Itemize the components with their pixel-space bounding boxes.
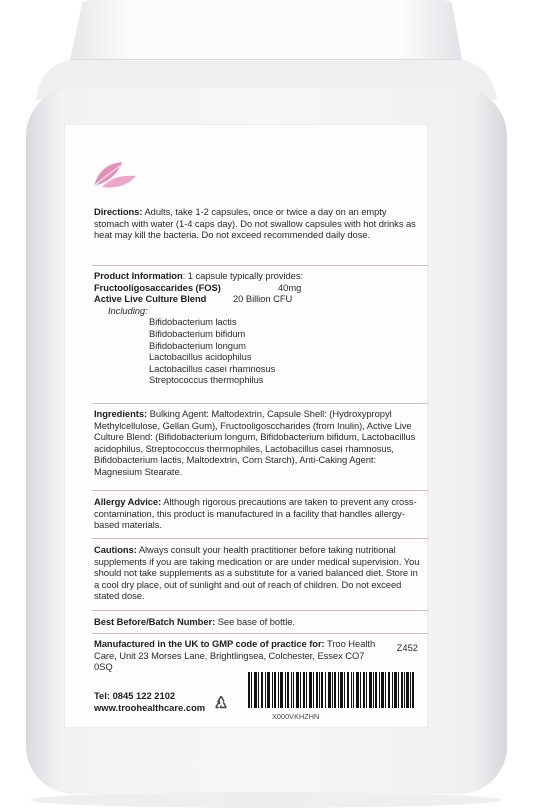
cautions-section	[94, 544, 422, 602]
best-before-text: See base of bottle.	[215, 616, 295, 627]
best-before-label: Best Before/Batch Number:	[94, 616, 216, 627]
directions-text: Adults, take 1-2 capsules, once or twice a day on an empty stomach with water (1-4 caps day). Do not swallow capsules with hot drinks as heat may kill the bacteria. Do not exceed recommended daily dose.	[94, 206, 416, 241]
product-info-intro: : 1 capsule typically provides:	[182, 270, 304, 281]
including-label: Including:	[108, 304, 148, 316]
barcode-number: X000VKHZHN	[272, 712, 320, 721]
contact-info	[94, 690, 205, 714]
best-before-section	[94, 616, 422, 628]
cautions-label: Cautions:	[94, 544, 137, 555]
strain-item: Bifidobacterium bifidum	[149, 327, 246, 339]
manufactured-text: Troo Health Care, Unit 23 Morses Lane, Brightlingsea, Colchester, Essex CO7 0SQ	[94, 638, 376, 673]
product-code: Z452	[396, 642, 418, 653]
culture-name: Active Live Culture Blend	[94, 293, 207, 305]
strain-item: Bifidobacterium lactis	[149, 316, 237, 328]
allergy-label: Allergy Advice:	[94, 496, 162, 507]
strain-item: Bifidobacterium longum	[149, 339, 246, 351]
directions-label: Directions:	[94, 206, 143, 217]
allergy-text: Although rigorous precautions are taken to prevent any cross-contamination, this product is manufactured in a facility that handles allergy-based materials.	[94, 496, 417, 531]
tel-label: Tel	[94, 690, 107, 701]
culture-value: 20 Billion CFU	[233, 293, 293, 305]
recycle-icon	[212, 694, 230, 712]
product-info-label: Product Information	[94, 270, 183, 281]
separator	[92, 610, 428, 611]
separator	[92, 633, 428, 634]
strain-item: Lactobacillus acidophilus	[149, 351, 252, 363]
strain-item: Lactobacillus casei rhamnosus	[149, 362, 276, 374]
separator	[92, 490, 428, 491]
fos-value: 40mg	[278, 281, 302, 293]
cautions-text: Always consult your health practitioner before taking nutritional supplements if you are taking medication or are under medical supervision. You should not take supplements as a substitute for a varied balanced diet. Store in a cool dry place, out of sunlight and out of reach of children. Do not exceed stated dose.	[94, 544, 420, 602]
product-information-section	[94, 270, 422, 386]
leaf-logo-icon	[92, 160, 138, 188]
fos-name: Fructooligosaccarides (FOS)	[94, 281, 221, 293]
strain-item: Streptococcus thermophilus	[149, 374, 264, 386]
tel-number: : 0845 122 2102	[106, 690, 176, 701]
ingredients-label: Ingredients:	[94, 408, 148, 419]
separator	[92, 538, 428, 539]
ingredients-section	[94, 408, 422, 478]
separator	[92, 403, 428, 404]
manufactured-section	[94, 638, 382, 673]
barcode	[248, 672, 414, 708]
product-label	[64, 124, 428, 728]
allergy-section	[94, 496, 422, 531]
ingredients-text: Bulking Agent: Maltodextrin, Capsule Shell: (Hydroxypropyl Methylcellulose, Gellan Gum), Fructooligosccharides (from Inulin), Active Live Culture Blend: (Bifidobacterium longum, Bifidobacterium bifidum, Lactobacillus acidophilus, Streptococcus thermophiles, Lactobacillus casei rhamnosus, Bifidobacterium lactis, Maltodextrin, Corn Starch), Anti-Caking Agent: Magnesium Stearate.	[94, 408, 416, 477]
website: www.troohealthcare.com	[94, 702, 206, 713]
manufactured-label: Manufactured in the UK to GMP code of practice for:	[94, 638, 325, 649]
directions-section	[94, 206, 422, 241]
separator	[92, 265, 428, 266]
